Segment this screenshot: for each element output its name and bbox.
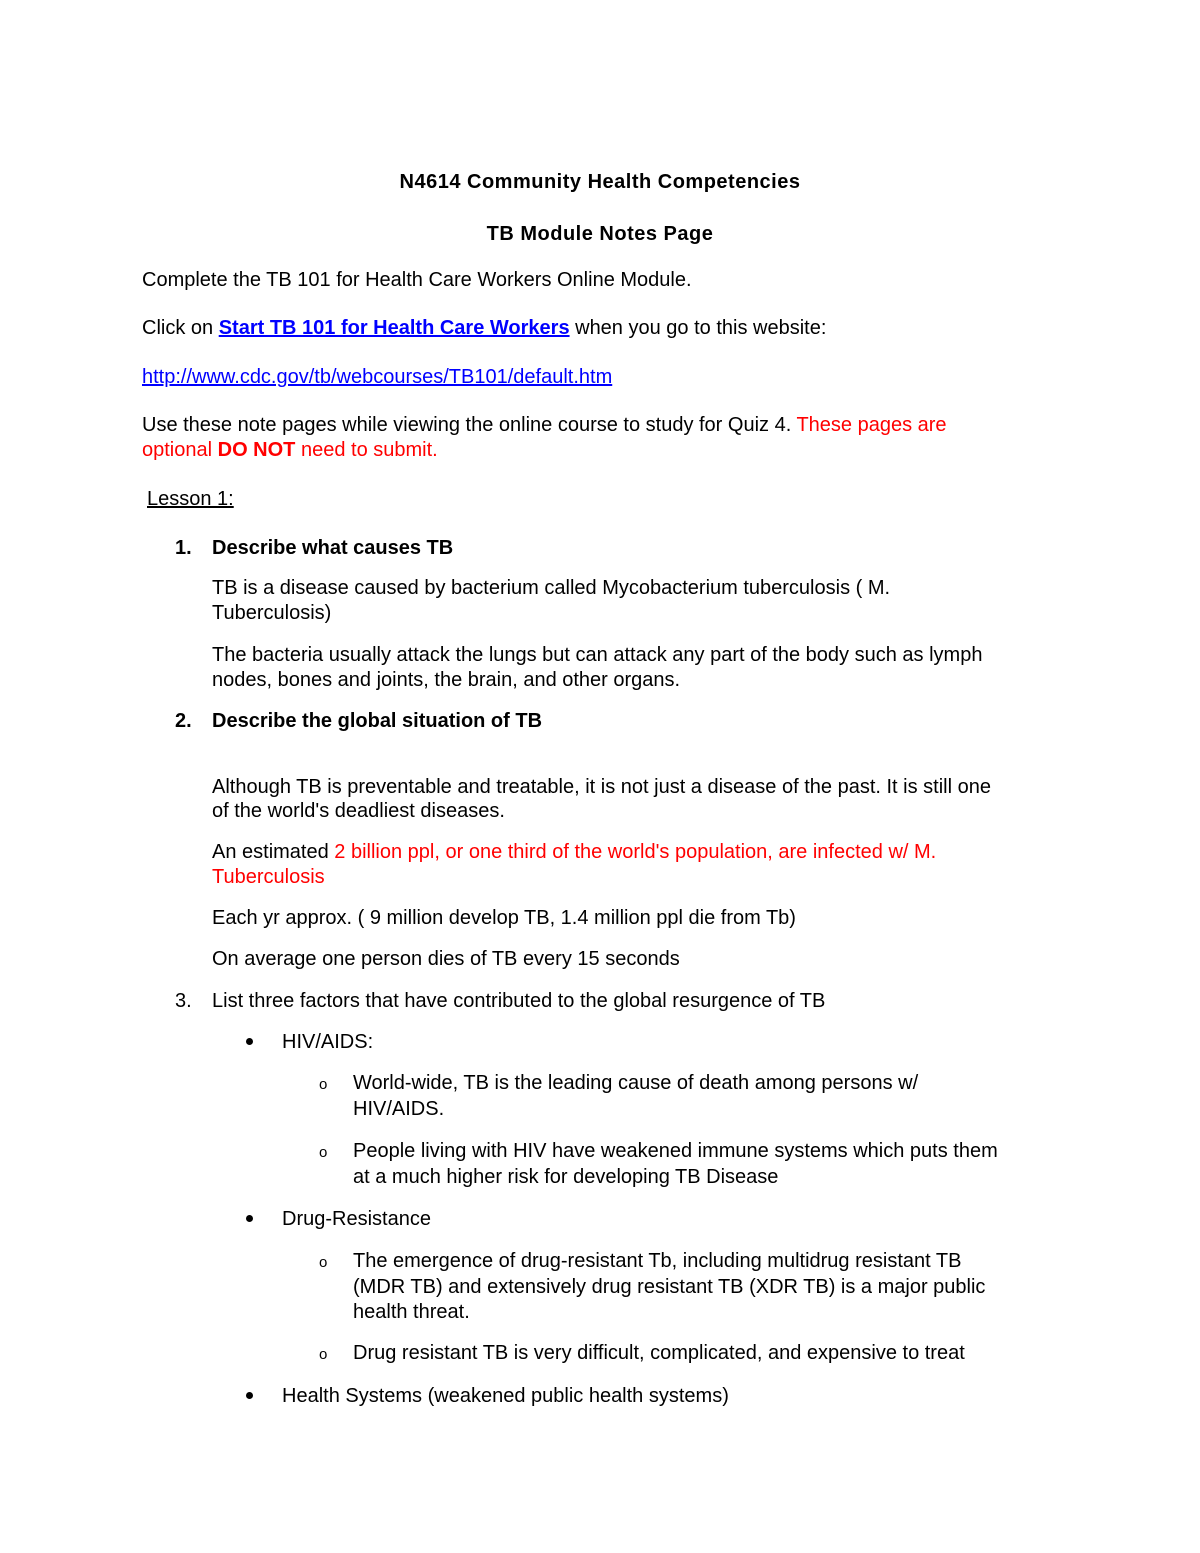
- q1-p2-line1: The bacteria usually attack the lungs but can attack any part of the body such as lymph: [212, 644, 983, 666]
- click-suffix: when you go to this website:: [569, 317, 827, 339]
- q2-p2-prefix: An estimated: [212, 841, 335, 863]
- course-title: N4614 Community Health Competencies: [399, 171, 801, 193]
- use-text: Use these note pages while viewing the online course to study for Quiz 4.: [142, 414, 797, 436]
- optional-note-part2: optional: [142, 439, 218, 461]
- q2-p1-line1: Although TB is preventable and treatable, it is not just a disease of the past. It is still one: [212, 776, 991, 798]
- q2-p2-line1: [212, 840, 936, 864]
- hiv-sub1-line1: World-wide, TB is the leading cause of death among persons w/: [353, 1072, 919, 1094]
- drug-sub1-line1: The emergence of drug-resistant Tb, including multidrug resistant TB: [353, 1250, 962, 1272]
- circle-bullet-icon: o: [319, 1346, 328, 1363]
- drug-sub1-line2: (MDR TB) and extensively drug resistant TB (XDR TB) is a major public: [353, 1276, 986, 1298]
- drug-sub1-line3: health threat.: [353, 1301, 470, 1323]
- optional-note-part1: These pages are: [796, 414, 947, 436]
- click-prefix: Click on: [142, 317, 219, 339]
- hiv-sub1-line2: HIV/AIDS.: [353, 1098, 445, 1120]
- click-instruction: [142, 316, 826, 340]
- page-title: TB Module Notes Page: [486, 223, 714, 245]
- q2-number: 2.: [175, 710, 192, 732]
- hiv-sub2-line2: at a much higher risk for developing TB Disease: [353, 1166, 779, 1188]
- hiv-sub2-line1: People living with HIV have weakened immune systems which puts them: [353, 1140, 998, 1162]
- circle-bullet-icon: o: [319, 1076, 328, 1093]
- q2-p2-red-line2: Tuberculosis: [212, 866, 325, 888]
- q1-p2-line2: nodes, bones and joints, the brain, and other organs.: [212, 669, 681, 691]
- q2-p3: Each yr approx. ( 9 million develop TB, 1.4 million ppl die from Tb): [212, 907, 796, 929]
- circle-bullet-icon: o: [319, 1144, 328, 1161]
- bullet-icon: [246, 1038, 253, 1045]
- complete-instruction: Complete the TB 101 for Health Care Workers Online Module.: [142, 269, 692, 291]
- q2-p2-red-line1: 2 billion ppl, or one third of the world's population, are infected w/ M.: [334, 841, 937, 863]
- lesson-label: Lesson 1:: [147, 488, 234, 510]
- cdc-url-link[interactable]: http://www.cdc.gov/tb/webcourses/TB101/default.htm: [142, 366, 613, 388]
- q2-heading: Describe the global situation of TB: [212, 710, 543, 732]
- q1-heading: Describe what causes TB: [212, 537, 454, 559]
- q3-number: 3.: [175, 990, 192, 1012]
- need-submit: need to submit.: [295, 439, 438, 461]
- drug-sub2-line1: Drug resistant TB is very difficult, complicated, and expensive to treat: [353, 1342, 965, 1364]
- factor-drug-label: Drug-Resistance: [282, 1208, 431, 1230]
- q1-p1-line2: Tuberculosis): [212, 602, 332, 624]
- use-instruction-line1: [142, 413, 947, 437]
- do-not-emphasis: DO NOT: [217, 439, 296, 461]
- q2-p1-line2: of the world's deadliest diseases.: [212, 800, 505, 822]
- q3-heading: List three factors that have contributed to the global resurgence of TB: [212, 990, 826, 1012]
- factor-health-systems-label: Health Systems (weakened public health systems): [282, 1385, 729, 1407]
- bullet-icon: [246, 1215, 253, 1222]
- url-line: [142, 365, 612, 389]
- q1-number: 1.: [175, 537, 192, 559]
- use-instruction-line2: [142, 438, 438, 462]
- q2-p4: On average one person dies of TB every 15 seconds: [212, 948, 680, 970]
- start-tb101-link[interactable]: Start TB 101 for Health Care Workers: [218, 317, 570, 339]
- q1-p1-line1: TB is a disease caused by bacterium called Mycobacterium tuberculosis ( M.: [212, 577, 891, 599]
- factor-hiv-label: HIV/AIDS:: [282, 1031, 374, 1053]
- bullet-icon: [246, 1392, 253, 1399]
- circle-bullet-icon: o: [319, 1254, 328, 1271]
